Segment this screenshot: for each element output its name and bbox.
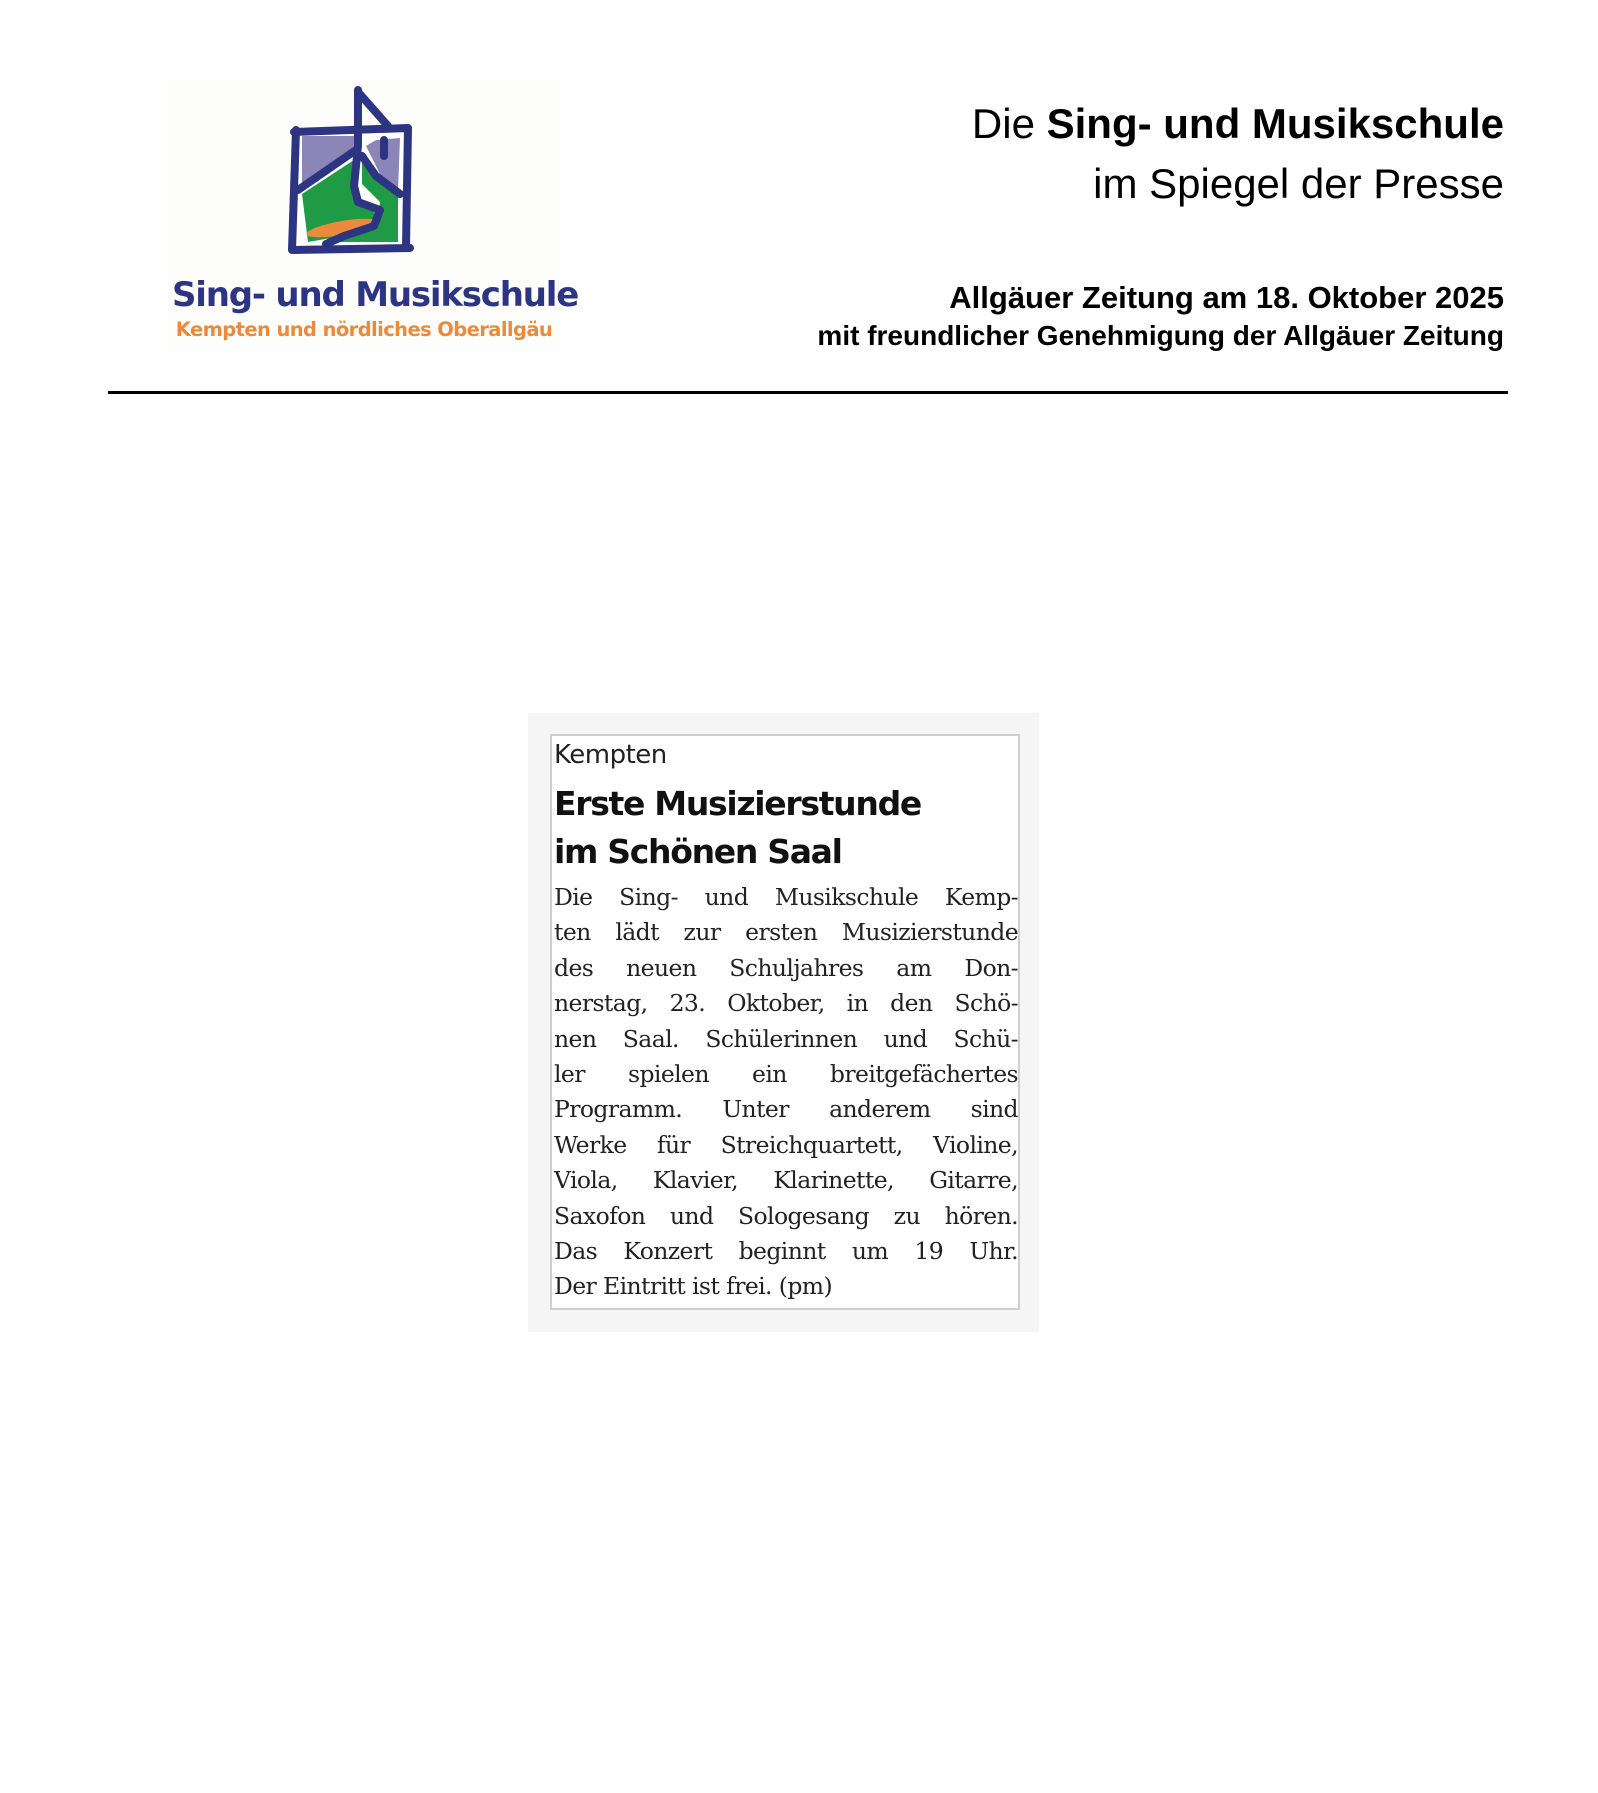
school-logo bbox=[168, 80, 579, 352]
body-line: Werke für Streichquartett, Violine, bbox=[554, 1130, 1018, 1159]
body-line: Der Eintritt ist frei. (pm) bbox=[554, 1272, 833, 1301]
body-line: Saxofon und Sologesang zu hören. bbox=[554, 1201, 1018, 1230]
headline-line: Erste Musizierstunde bbox=[554, 784, 921, 823]
body-line: des neuen Schuljahres am Don- bbox=[554, 953, 1018, 982]
logo-subtitle: Kempten und nördliches Oberallgäu bbox=[175, 318, 553, 341]
permission-line: mit freundlicher Genehmigung der Allgäuer Zeitung bbox=[817, 320, 1504, 351]
music-note-logo-icon bbox=[258, 86, 478, 276]
body-line: Das Konzert beginnt um 19 Uhr. bbox=[554, 1236, 1018, 1265]
page-title bbox=[972, 100, 1504, 148]
logo-name: Sing- und Musikschule bbox=[172, 275, 579, 315]
article-box bbox=[550, 734, 1020, 1310]
body-line: Viola, Klavier, Klarinette, Gitarre, bbox=[554, 1166, 1018, 1195]
body-line: ler spielen ein breitgefächertes bbox=[554, 1059, 1018, 1088]
headline-line: im Schönen Saal bbox=[554, 832, 842, 871]
source-line: Allgäuer Zeitung am 18. Oktober 2025 bbox=[949, 280, 1504, 315]
title-prefix: Die bbox=[971, 100, 1047, 147]
title-bold: Sing- und Musikschule bbox=[1046, 100, 1504, 147]
body-line: Die Sing- und Musikschule Kemp- bbox=[554, 883, 1018, 911]
newspaper-clipping bbox=[528, 713, 1039, 1332]
body-line: nen Saal. Schülerinnen und Schü- bbox=[554, 1024, 1018, 1053]
body-line: nerstag, 23. Oktober, in den Schö- bbox=[554, 989, 1018, 1018]
article-headline bbox=[554, 780, 1018, 876]
body-line: Programm. Unter anderem sind bbox=[554, 1095, 1018, 1124]
page-subtitle: im Spiegel der Presse bbox=[1093, 160, 1504, 207]
header-divider bbox=[108, 391, 1508, 394]
body-line: ten lädt zur ersten Musizierstunde bbox=[554, 918, 1018, 947]
article-kicker: Kempten bbox=[554, 740, 667, 770]
article-body bbox=[554, 880, 1018, 1305]
